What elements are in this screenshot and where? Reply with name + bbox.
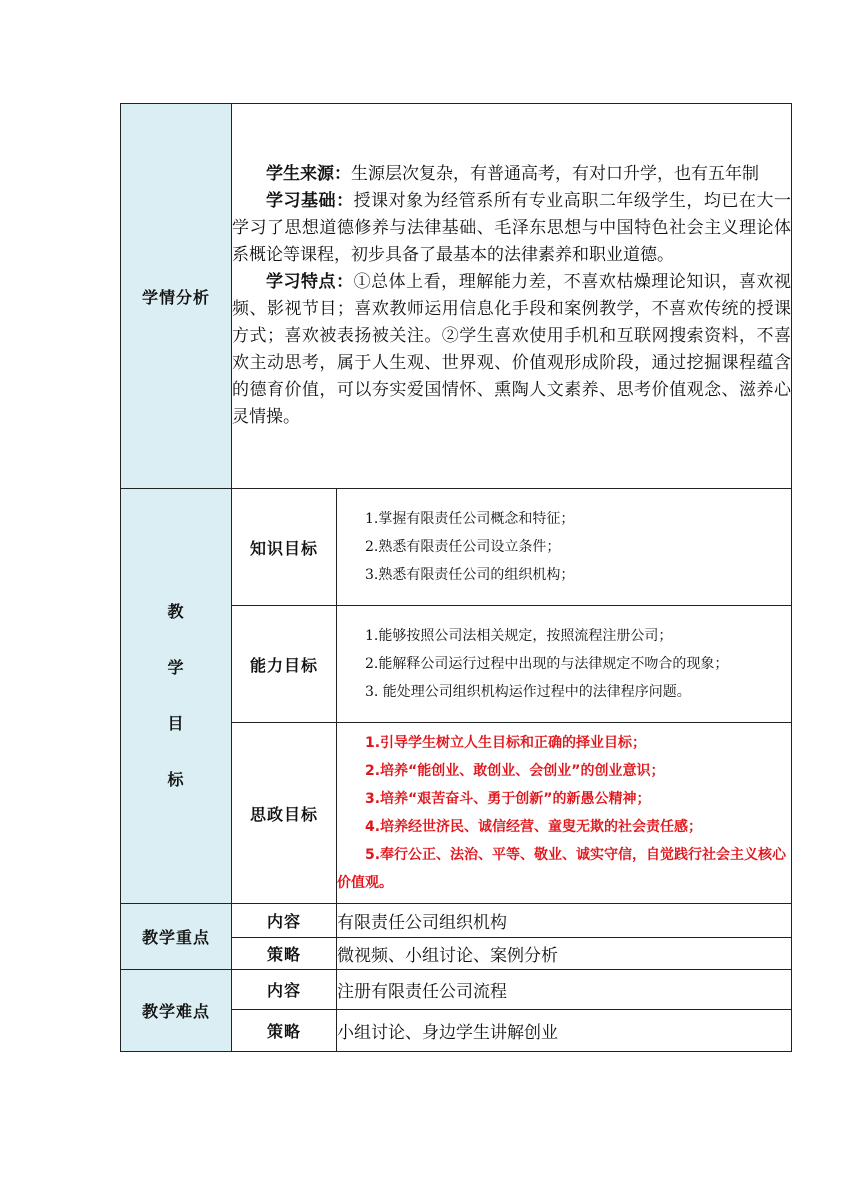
analysis-paragraph	[232, 269, 791, 431]
paragraph-text: 生源层次复杂，有普通高考，有对口升学，也有五年制	[351, 164, 759, 184]
goal-item: 2.培养“能创业、敢创业、会创业”的创业意识；	[365, 763, 665, 779]
analysis-content	[232, 104, 792, 489]
difficulties-header: 教学难点	[121, 970, 232, 1052]
knowledge-label: 知识目标	[232, 489, 337, 606]
objectives-header	[121, 489, 232, 904]
key-points-header: 教学重点	[121, 904, 232, 970]
objectives-header-char: 教	[167, 602, 185, 621]
goal-item: 5.奉行公正、法治、平等、敬业、诚实守信，自觉践行社会主义核心价值观。	[337, 847, 787, 891]
goal-item: 1.掌握有限责任公司概念和特征；	[365, 511, 575, 527]
goal-item: 3. 能处理公司组织机构运作过程中的法律程序问题。	[365, 684, 691, 700]
goal-item: 1.能够按照公司法相关规定，按照流程注册公司；	[365, 628, 673, 644]
ideology-goals	[337, 723, 792, 904]
knowledge-goals	[337, 489, 792, 606]
paragraph-text: 授课对象为经管系所有专业高职二年级学生，均已在大一学习了思想道德修养与法律基础、毛泽东思想与中国特色社会主义理论体系概论等课程，初步具备了最基本的法律素养和职业道德。	[232, 191, 792, 265]
goal-item: 4.培养经世济民、诚信经营、童叟无欺的社会责任感；	[365, 819, 703, 835]
paragraph-label: 学生来源：	[266, 164, 351, 184]
key-content-label: 内容	[232, 904, 337, 938]
key-content-row	[121, 904, 792, 938]
paragraph-text: ①总体上看，理解能力差，不喜欢枯燥理论知识，喜欢视频、影视节目；喜欢教师运用信息化手段和案例教学，不喜欢传统的授课方式；喜欢被表扬被关注。②学生喜欢使用手机和互联网搜索资料，不喜欢主动思考，属于人生观、世界观、价值观形成阶段，通过挖掘课程蕴含的德育价值，可以夯实爱国情怀、熏陶人文素养、思考价值观念、滋养心灵情操。	[232, 272, 792, 427]
paragraph-label: 学习基础：	[266, 191, 354, 211]
analysis-paragraph	[232, 188, 791, 269]
objectives-header-char: 标	[167, 770, 185, 789]
difficulty-content-row	[121, 970, 792, 1010]
difficulty-content-label: 内容	[232, 970, 337, 1010]
analysis-row	[121, 104, 792, 489]
lesson-plan-table	[120, 103, 792, 1052]
ability-label: 能力目标	[232, 606, 337, 723]
difficulty-content-value: 注册有限责任公司流程	[337, 970, 792, 1010]
goal-item: 3.熟悉有限责任公司的组织机构；	[365, 567, 575, 583]
goal-item: 1.引导学生树立人生目标和正确的择业目标；	[365, 735, 647, 751]
objectives-header-char: 目	[167, 714, 185, 733]
goal-item: 3.培养“艰苦奋斗、勇于创新”的新愚公精神；	[365, 791, 651, 807]
key-strategy-value: 微视频、小组讨论、案例分析	[337, 938, 792, 970]
paragraph-label: 学习特点：	[266, 272, 354, 292]
objectives-header-char: 学	[167, 658, 185, 677]
analysis-paragraph	[232, 161, 791, 188]
difficulty-strategy-label: 策略	[232, 1010, 337, 1052]
knowledge-row	[121, 489, 792, 606]
goal-item: 2.能解释公司运行过程中出现的与法律规定不吻合的现象；	[365, 656, 729, 672]
difficulty-strategy-value: 小组讨论、身边学生讲解创业	[337, 1010, 792, 1052]
key-content-value: 有限责任公司组织机构	[337, 904, 792, 938]
goal-item: 2.熟悉有限责任公司设立条件；	[365, 539, 561, 555]
ability-goals	[337, 606, 792, 723]
key-strategy-label: 策略	[232, 938, 337, 970]
analysis-header: 学情分析	[121, 104, 232, 489]
ideology-label: 思政目标	[232, 723, 337, 904]
